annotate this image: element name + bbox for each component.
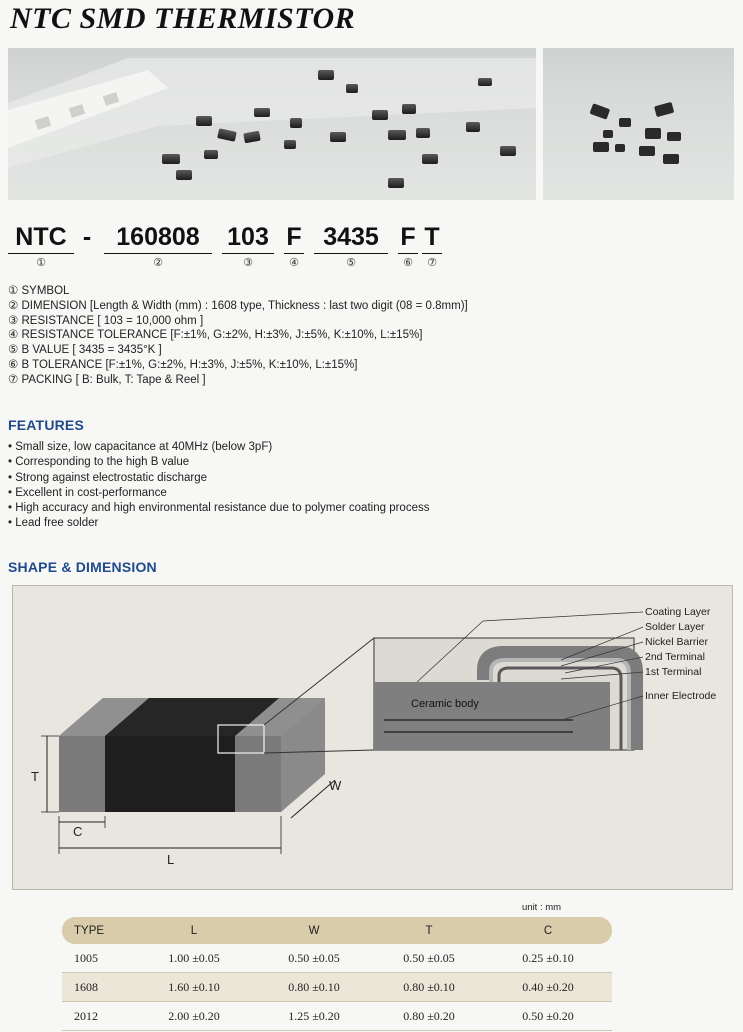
header-w: W: [308, 924, 320, 937]
header-type: TYPE: [74, 924, 105, 937]
features-heading: FEATURES: [8, 417, 85, 433]
feature-item: • Lead free solder: [8, 517, 99, 530]
code-segment-res-tolerance: F ④: [284, 222, 304, 270]
dim-label-T: T: [31, 769, 39, 784]
callout-nickel-barrier: Nickel Barrier: [645, 636, 709, 648]
header-c: C: [543, 924, 553, 937]
table-row: 1608 1.60 ±0.10 0.80 ±0.10 0.80 ±0.10 0.40 ±0.20: [62, 973, 612, 1002]
product-photo-bulk: [543, 48, 734, 200]
callout-coating-layer: Coating Layer: [645, 606, 711, 618]
right-terminal: [235, 736, 281, 812]
dim-label-W: W: [329, 778, 342, 793]
feature-item: • Strong against electrostatic discharge: [8, 471, 208, 484]
code-segment-b-value: 3435 ⑤: [314, 222, 388, 270]
product-photo-tape: [8, 48, 536, 200]
features-list: [8, 440, 429, 532]
ceramic-body-label: Ceramic body: [411, 698, 479, 710]
code-legend: [8, 284, 468, 388]
legend-item: ⑥ B TOLERANCE [F:±1%, G:±2%, H:±3%, J:±5%, K:±10%, L:±15%]: [8, 358, 358, 371]
legend-item: ③ RESISTANCE [ 103 = 10,000 ohm ]: [8, 314, 204, 327]
left-terminal: [59, 736, 105, 812]
code-dash: -: [82, 223, 92, 251]
legend-item: ⑤ B VALUE [ 3435 = 3435°K ]: [8, 344, 162, 357]
feature-item: • Small size, low capacitance at 40MHz (below 3pF): [8, 441, 273, 453]
callout-1st-terminal: 1st Terminal: [645, 666, 702, 678]
legend-item: ① SYMBOL: [8, 285, 70, 297]
dimension-table: [62, 917, 612, 1031]
legend-item: ④ RESISTANCE TOLERANCE [F:±1%, G:±2%, H:±3%, J:±5%, K:±10%, L:±15%]: [8, 329, 423, 342]
page-title: NTC SMD THERMISTOR: [10, 2, 356, 35]
dim-label-C: C: [73, 824, 83, 839]
legend-item: ⑦ PACKING [ B: Bulk, T: Tape & Reel ]: [8, 373, 206, 386]
callout-inner-electrode: Inner Electrode: [645, 690, 717, 702]
feature-item: • Excellent in cost-performance: [8, 486, 167, 499]
code-segment-symbol: NTC ①: [8, 222, 74, 270]
shape-diagram: [12, 585, 733, 890]
header-l: L: [190, 924, 198, 937]
callout-2nd-terminal: 2nd Terminal: [645, 651, 705, 663]
table-row: 1005 1.00 ±0.05 0.50 ±0.05 0.50 ±0.05 0.25 ±0.10: [62, 944, 612, 973]
callout-solder-layer: Solder Layer: [645, 621, 705, 633]
legend-item: ② DIMENSION [Length & Width (mm) : 1608 type, Thickness : last two digit (08 = 0.8mm)]: [8, 299, 468, 312]
code-segment-packing: T ⑦: [422, 222, 442, 270]
table-row: 2012 2.00 ±0.20 1.25 ±0.20 0.80 ±0.20 0.50 ±0.20: [62, 1002, 612, 1031]
unit-label: unit : mm: [522, 902, 562, 913]
code-segment-resistance: 103 ③: [222, 222, 274, 270]
dim-label-L: L: [167, 852, 175, 867]
feature-item: • High accuracy and high environmental resistance due to polymer coating process: [8, 502, 430, 515]
code-segment-dimension: 160808 ②: [104, 222, 212, 270]
feature-item: • Corresponding to the high B value: [8, 456, 190, 469]
table-header-row: [62, 917, 612, 944]
code-segment-b-tolerance: F ⑥: [398, 222, 418, 270]
header-t: T: [425, 924, 433, 937]
shape-dimension-heading: SHAPE & DIMENSION: [8, 559, 157, 575]
